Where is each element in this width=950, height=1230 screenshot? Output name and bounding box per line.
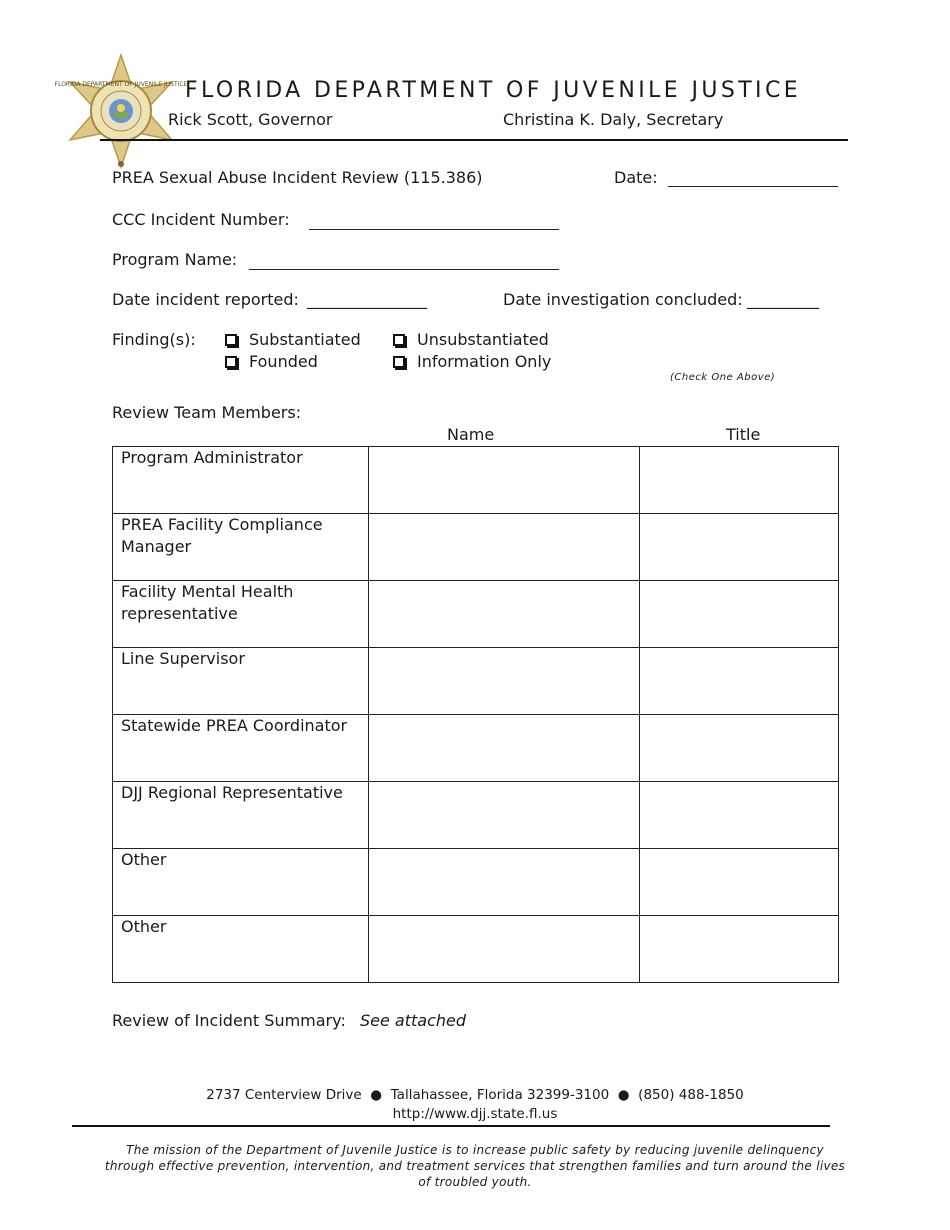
findings-label: Finding(s): <box>112 330 196 349</box>
name-cell[interactable] <box>369 648 640 715</box>
option-label: Information Only <box>417 352 552 371</box>
title-cell[interactable] <box>640 581 839 648</box>
title-cell[interactable] <box>640 849 839 916</box>
name-cell[interactable] <box>369 916 640 983</box>
checkbox-icon[interactable] <box>393 356 405 368</box>
form-title: PREA Sexual Abuse Incident Review (115.386) <box>112 168 483 187</box>
incident-summary-label: Review of Incident Summary: <box>112 1011 346 1030</box>
finding-option-substantiated[interactable] <box>225 330 361 349</box>
secretary-name: Christina K. Daly, Secretary <box>503 110 724 129</box>
badge-lettering: FLORIDA DEPARTMENT OF JUVENILE JUSTICE <box>54 81 188 88</box>
title-cell[interactable] <box>640 447 839 514</box>
table-row <box>113 916 839 983</box>
djj-star-badge-logo <box>54 52 188 170</box>
table-row <box>113 581 839 648</box>
footer-url[interactable]: http://www.djj.state.fl.us <box>392 1106 558 1122</box>
role-cell <box>113 514 369 581</box>
table-row <box>113 447 839 514</box>
column-header-title: Title <box>726 425 761 444</box>
footer-address <box>0 1087 950 1103</box>
finding-option-information-only[interactable] <box>393 352 551 371</box>
check-one-note: (Check One Above) <box>670 372 776 383</box>
title-cell[interactable] <box>640 916 839 983</box>
footer-divider <box>72 1125 830 1127</box>
role-label: PREA Facility Compliance Manager <box>121 515 323 556</box>
header-divider <box>100 139 848 141</box>
finding-option-founded[interactable] <box>225 352 318 371</box>
incident-summary-value: See attached <box>360 1011 467 1030</box>
role-cell <box>113 715 369 782</box>
checkbox-icon[interactable] <box>225 334 237 346</box>
finding-option-unsubstantiated[interactable] <box>393 330 549 349</box>
role-label: DJJ Regional Representative <box>121 783 343 802</box>
role-label: Statewide PREA Coordinator <box>121 716 348 735</box>
role-label: Line Supervisor <box>121 649 245 668</box>
column-header-name: Name <box>447 425 495 444</box>
table-row <box>113 514 839 581</box>
title-cell[interactable] <box>640 715 839 782</box>
name-cell[interactable] <box>369 447 640 514</box>
title-cell[interactable] <box>640 648 839 715</box>
role-cell <box>113 916 369 983</box>
address-city: Tallahassee, Florida 32399-3100 <box>390 1087 610 1103</box>
table-row <box>113 715 839 782</box>
ccc-incident-number-label: CCC Incident Number: <box>112 210 290 229</box>
role-label: Other <box>121 850 167 869</box>
role-cell <box>113 581 369 648</box>
date-label: Date: <box>614 168 658 187</box>
role-label: Facility Mental Health representative <box>121 582 294 623</box>
bullet-separator-icon: ● <box>366 1087 387 1103</box>
department-title: FLORIDA DEPARTMENT OF JUVENILE JUSTICE <box>185 78 802 103</box>
bullet-separator-icon: ● <box>613 1087 634 1103</box>
name-cell[interactable] <box>369 715 640 782</box>
role-label: Program Administrator <box>121 448 303 467</box>
review-team-label: Review Team Members: <box>112 403 302 422</box>
role-cell <box>113 849 369 916</box>
address-street: 2737 Centerview Drive <box>206 1087 362 1103</box>
review-team-table <box>112 446 839 983</box>
role-cell <box>113 782 369 849</box>
checkbox-icon[interactable] <box>393 334 405 346</box>
table-row <box>113 849 839 916</box>
title-cell[interactable] <box>640 782 839 849</box>
role-cell <box>113 648 369 715</box>
governor-name: Rick Scott, Governor <box>168 110 333 129</box>
role-label: Other <box>121 917 167 936</box>
program-name-label: Program Name: <box>112 250 238 269</box>
table-row <box>113 648 839 715</box>
date-field[interactable] <box>668 166 838 187</box>
table-row <box>113 782 839 849</box>
date-concluded-field[interactable]: _________ <box>747 290 819 309</box>
ccc-incident-number-field[interactable] <box>309 209 559 230</box>
role-cell <box>113 447 369 514</box>
option-label: Unsubstantiated <box>417 330 549 349</box>
name-cell[interactable] <box>369 581 640 648</box>
name-cell[interactable] <box>369 782 640 849</box>
program-name-field[interactable] <box>249 249 559 270</box>
name-cell[interactable] <box>369 849 640 916</box>
title-cell[interactable] <box>640 514 839 581</box>
date-reported-label: Date incident reported: <box>112 290 299 309</box>
address-phone: (850) 488-1850 <box>638 1087 744 1103</box>
date-reported-field[interactable]: _______________ <box>307 290 427 309</box>
date-concluded-label: Date investigation concluded: <box>503 290 743 309</box>
mission-statement: The mission of the Department of Juvenile Justice is to increase public safety by reducing juvenile delinquency through effective prevention, intervention, and treatment services that strengthen families and turn around the lives of troubled youth. <box>104 1143 846 1189</box>
option-label: Substantiated <box>249 330 361 349</box>
name-cell[interactable] <box>369 514 640 581</box>
checkbox-icon[interactable] <box>225 356 237 368</box>
option-label: Founded <box>249 352 318 371</box>
